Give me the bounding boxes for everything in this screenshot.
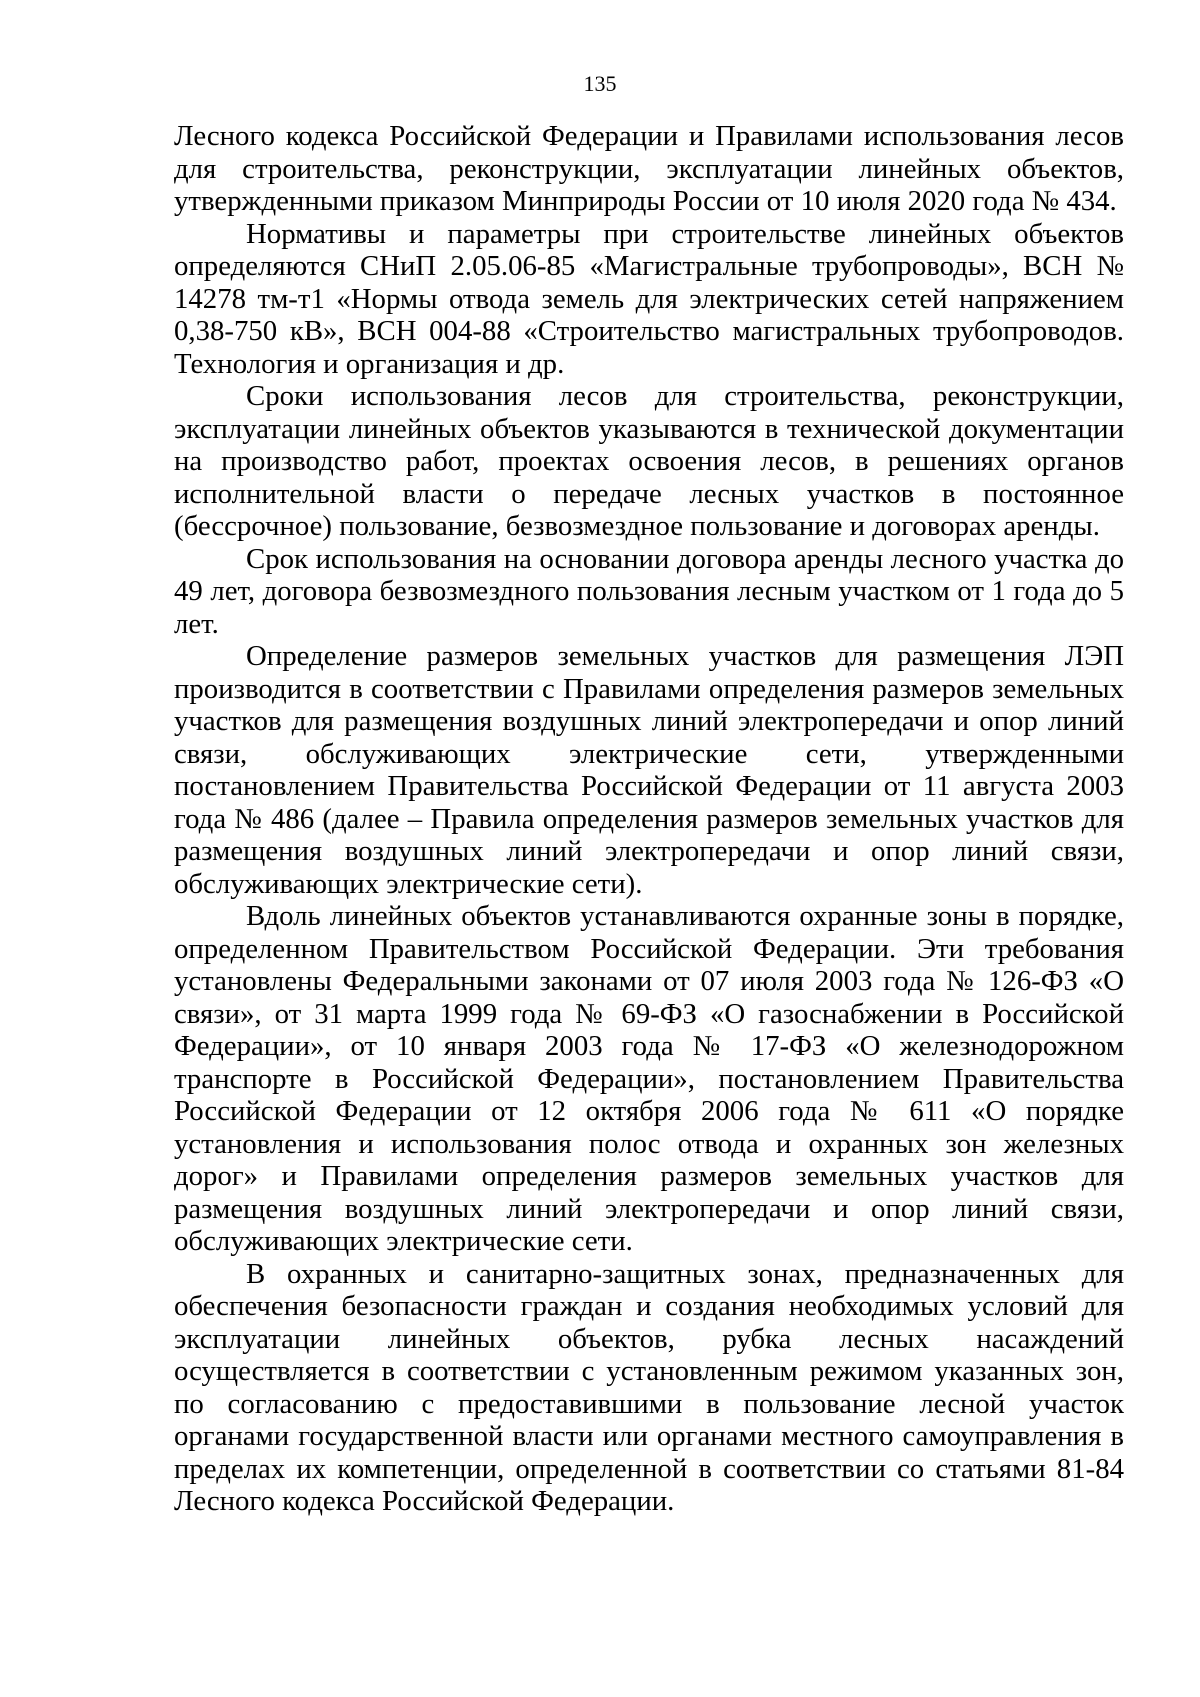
page-number: 135 <box>583 71 617 96</box>
paragraph-continuation: Лесного кодекса Российской Федерации и Правилами использования лесов для строительства, реконструкции, эксплуатации линейных объектов, утвержденными приказом Минприроды России от 10 июля 2020 года № 434. <box>174 120 1124 217</box>
paragraph-power-line-plots: Определение размеров земельных участков для размещения ЛЭП производится в соответствии с Правилами определения размеров земельных участков для размещения воздушных линий электропередачи и опор линий связи, обслуживающих электрические сети, утвержденными постановлением Правительства Российской Федерации от 11 августа 2003 года № 486 (далее – Правила определения размеров земельных участков для размещения воздушных линий электропередачи и опор линий связи, обслуживающих электрические сети). <box>174 640 1124 900</box>
paragraph-usage-terms: Сроки использования лесов для строительства, реконструкции, эксплуатации линейных объектов указываются в технической документации на производство работ, проектах освоения лесов, в решениях органов исполнительной власти о передаче лесных участков в постоянное (бессрочное) пользование, безвозмездное пользование и договорах аренды. <box>174 380 1124 542</box>
document-body <box>174 120 1124 1518</box>
paragraph-lease-duration: Срок использования на основании договора аренды лесного участка до 49 лет, договора безвозмездного пользования лесным участком от 1 года до 5 лет. <box>174 542 1124 640</box>
paragraph-logging-rules: В охранных и санитарно-защитных зонах, предназначенных для обеспечения безопасности граждан и создания необходимых условий для эксплуатации линейных объектов, рубка лесных насаждений осуществляется в соответствии с установленным режимом указанных зон, по согласованию с предоставившими в пользование лесной участок органами государственной власти или органами местного самоуправления в пределах их компетенции, определенной в соответствии со статьями 81-84 Лесного кодекса Российской Федерации. <box>174 1257 1124 1517</box>
paragraph-standards: Нормативы и параметры при строительстве линейных объектов определяются СНиП 2.05.06-85 «Магистральные трубопроводы», ВСН № 14278 тм-т1 «Нормы отвода земель для электрических сетей напряжением 0,38-750 кВ», ВСН 004-88 «Строительство магистральных трубопроводов. Технология и организация и др. <box>174 217 1124 380</box>
paragraph-protection-zones: Вдоль линейных объектов устанавливаются охранные зоны в порядке, определенном Правительством Российской Федерации. Эти требования установлены Федеральными законами от 07 июля 2003 года № 126-ФЗ «О связи», от 31 марта 1999 года № 69-ФЗ «О газоснабжении в Российской Федерации», от 10 января 2003 года № 17-ФЗ «О железнодорожном транспорте в Российской Федерации», постановлением Правительства Российской Федерации от 12 октября 2006 года № 611 «О порядке установления и использования полос отвода и охранных зон железных дорог» и Правилами определения размеров земельных участков для размещения воздушных линий электропередачи и опор линий связи, обслуживающих электрические сети. <box>174 900 1124 1257</box>
